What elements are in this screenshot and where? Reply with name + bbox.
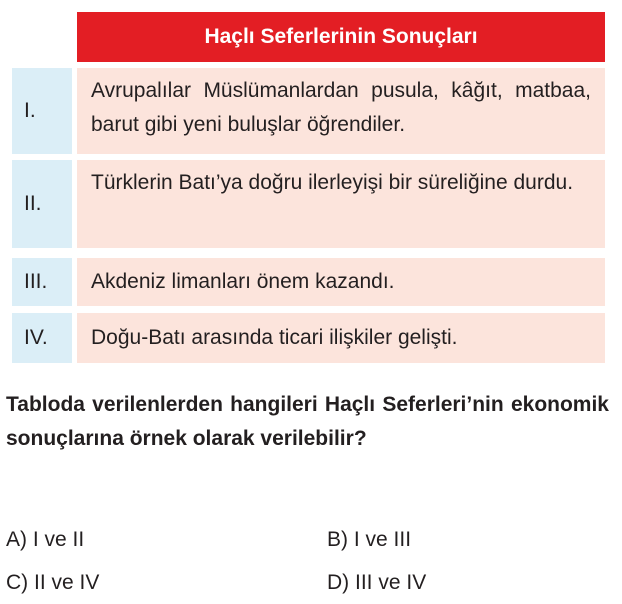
row-text: Akdeniz limanları önem kazandı.	[77, 258, 605, 306]
option-text: II ve IV	[34, 571, 100, 594]
row-text: Doğu-Batı arasında ticari ilişkiler gelişti.	[77, 313, 605, 363]
row-number: II.	[12, 160, 72, 248]
option-text: I ve II	[32, 528, 85, 551]
option-c[interactable]	[6, 571, 99, 595]
row-number: IV.	[12, 313, 72, 363]
option-letter: B)	[327, 528, 348, 551]
row-number: III.	[12, 258, 72, 306]
table-title: Haçlı Seferlerinin Sonuçları	[77, 12, 605, 62]
row-number: I.	[12, 68, 72, 154]
option-text: III ve IV	[355, 571, 427, 594]
table-row	[12, 160, 605, 248]
option-b[interactable]	[327, 528, 411, 552]
option-d[interactable]	[327, 571, 426, 595]
table-row	[12, 313, 605, 363]
option-text: I ve III	[353, 528, 412, 551]
option-a[interactable]	[6, 528, 84, 552]
option-letter: D)	[327, 571, 350, 594]
table-row	[12, 258, 605, 306]
table-row	[12, 68, 605, 154]
question-text: Tabloda verilenlerden hangileri Haçlı Seferleri’nin ekonomik sonuçlarına örnek olarak verilebilir?	[6, 393, 609, 450]
row-text: Avrupalılar Müslümanlardan pusula, kâğıt, matbaa, barut gibi yeni buluşlar öğrendiler.	[77, 68, 605, 154]
option-letter: C)	[6, 571, 29, 594]
row-text: Türklerin Batı’ya doğru ilerleyişi bir süreliğine durdu.	[77, 160, 605, 248]
option-letter: A)	[6, 528, 27, 551]
